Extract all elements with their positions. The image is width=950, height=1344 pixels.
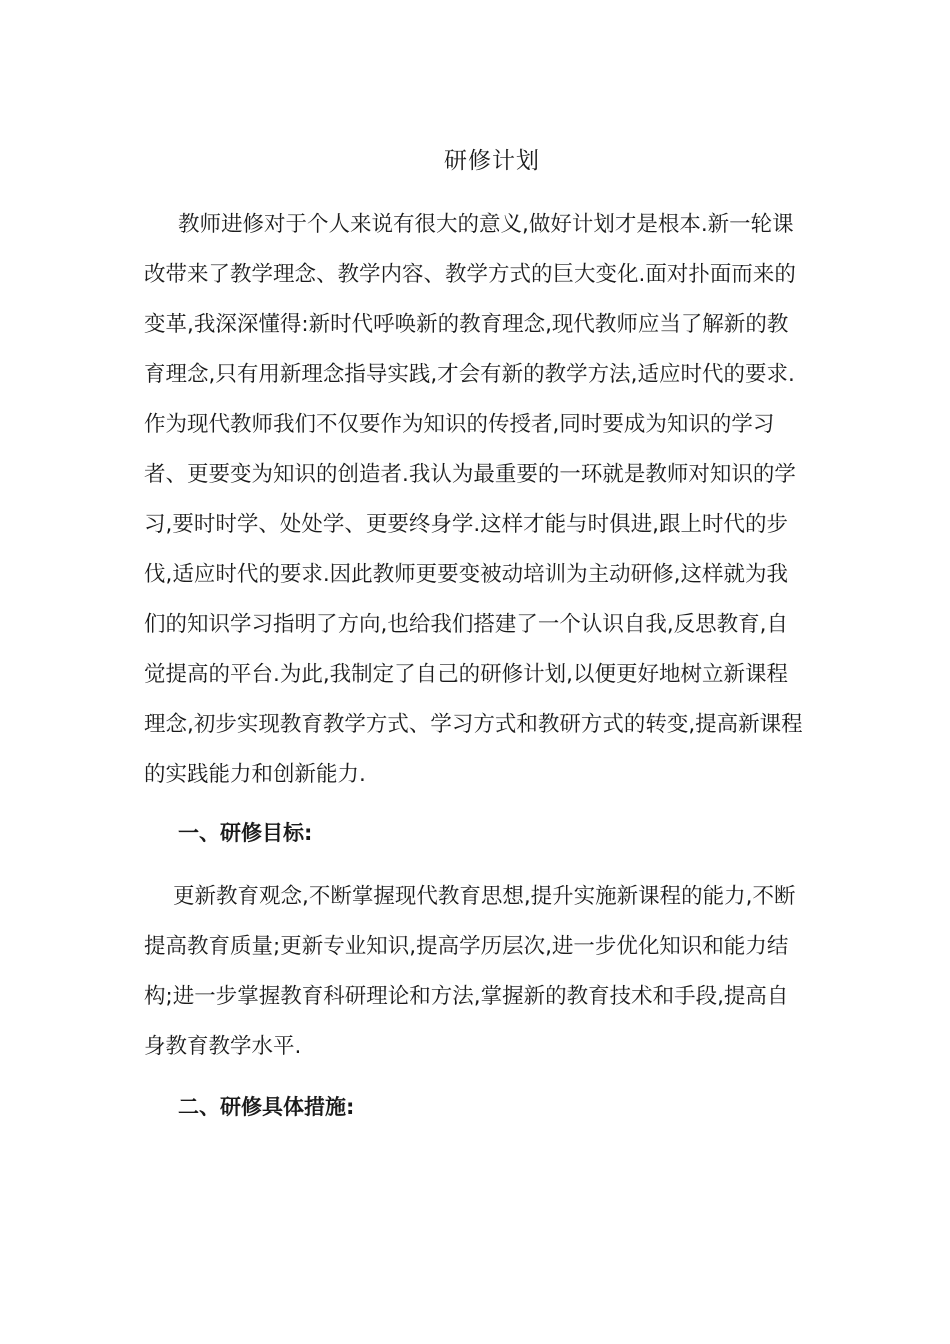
goals-paragraph: 更新教育观念,不断掌握现代教育思想,提升实施新课程的能力,不断提高教育质量;更新专业知识,提高学历层次,进一步优化知识和能力结构;进一步掌握教育科研理论和方法,掌握新的教育技术和手段,提高自身教育教学水平.	[144, 884, 796, 1059]
document-title: 研修计划	[444, 148, 540, 174]
section-heading-goals: 一、研修目标:	[178, 821, 313, 845]
intro-paragraph: 教师进修对于个人来说有很大的意义,做好计划才是根本.新一轮课改带来了教学理念、教学内容、教学方式的巨大变化.面对扑面而来的变革,我深深懂得:新时代呼唤新的教育理念,现代教师应当了解新的教育理念,只有用新理念指导实践,才会有新的教学方法,适应时代的要求.作为现代教师我们不仅要作为知识的传授者,同时要成为知识的学习者、更要变为知识的创造者.我认为最重要的一环就是教师对知识的学习,要时时学、处处学、更要终身学.这样才能与时俱进,跟上时代的步伐,适应时代的要求.因此教师更要变被动培训为主动研修,这样就为我们的知识学习指明了方向,也给我们搭建了一个认识自我,反思教育,自觉提高的平台.为此,我制定了自己的研修计划,以便更好地树立新课程理念,初步实现教育教学方式、学习方式和教研方式的转变,提高新课程的实践能力和创新能力.	[144, 212, 803, 787]
section-heading-measures: 二、研修具体措施:	[178, 1095, 355, 1119]
